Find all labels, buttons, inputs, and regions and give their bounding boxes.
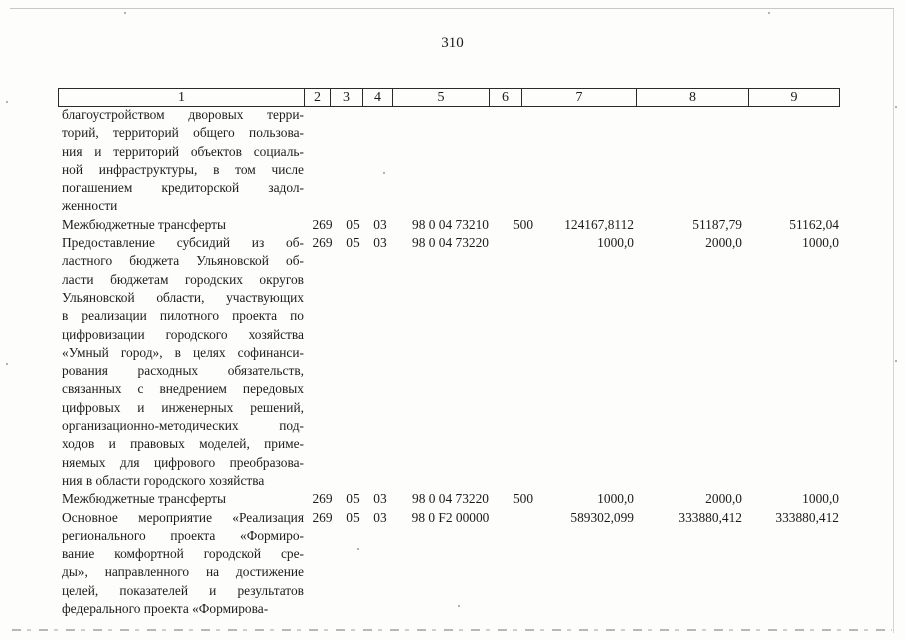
cell-c2: 269 xyxy=(312,235,333,251)
cell-c7: 1000,0 xyxy=(597,491,634,507)
row-name xyxy=(58,216,304,234)
cell-c7: 1000,0 xyxy=(597,235,634,251)
row-name-line: Межбюджетные трансферты xyxy=(62,216,226,232)
cell-c8: 2000,0 xyxy=(705,235,742,251)
cell-c4: 03 xyxy=(373,491,387,507)
scan-speck xyxy=(6,363,8,365)
row-name-line: регионального проекта «Формиро- xyxy=(62,527,304,543)
row-name-line: ластного бюджета Ульяновской об- xyxy=(62,253,304,269)
cell-c5: 98 0 04 73220 xyxy=(412,491,489,507)
header-col-4: 4 xyxy=(363,89,393,106)
row-name-line: ной инфраструктуры, в том числе xyxy=(62,161,304,177)
row-name-line: ды», направленного на достижение xyxy=(62,564,304,580)
cell-c5 xyxy=(395,106,506,216)
row-name-line: погашением кредиторской задол- xyxy=(62,180,304,196)
row-name-line: организационно-методических под- xyxy=(62,418,304,434)
header-col-5: 5 xyxy=(393,89,490,106)
cell-c3: 05 xyxy=(346,509,360,525)
cell-c6 xyxy=(506,509,540,619)
scan-speck xyxy=(895,106,897,108)
scan-speck xyxy=(768,12,770,14)
cell-c3: 05 xyxy=(346,235,360,251)
page-number: 310 xyxy=(441,35,464,51)
header-col-9: 9 xyxy=(790,90,798,105)
row-name-line: в реализации пилотного проекта по xyxy=(62,308,304,324)
row-name-line: благоустройством дворовых терри- xyxy=(62,107,304,122)
cell-c2 xyxy=(304,106,341,216)
cell-c9: 1000,0 xyxy=(802,491,839,507)
row-name-line: «Умный город», в целях софинанси- xyxy=(62,344,304,360)
row-name-line: вание комфортной городской сре- xyxy=(62,546,304,562)
table-header xyxy=(58,88,840,107)
cell-c7: 124167,8112 xyxy=(564,216,634,232)
scan-speck xyxy=(357,548,359,550)
header-col-8: 8 xyxy=(637,89,749,106)
table-row xyxy=(58,509,849,619)
header-col-6: 6 xyxy=(490,89,522,106)
row-name-line: ния в области городского хозяйства xyxy=(62,472,265,488)
scan-noise xyxy=(12,629,892,631)
cell-c6: 500 xyxy=(512,216,534,232)
cell-c4: 03 xyxy=(373,235,387,251)
table-row xyxy=(58,216,849,234)
row-name-line: Межбюджетные трансферты xyxy=(62,491,226,507)
table-row xyxy=(58,234,849,490)
header-col-1: 1 xyxy=(59,89,305,106)
row-name-line: рования расходных обязательств, xyxy=(62,363,304,379)
cell-c7: 589302,099 xyxy=(570,509,634,525)
cell-c7 xyxy=(540,106,650,216)
cell-c8: 51187,79 xyxy=(692,216,742,232)
scan-speck xyxy=(895,360,897,362)
row-name-line: связанных с внедрением передовых xyxy=(62,381,304,397)
cell-c6 xyxy=(506,234,540,490)
table-row xyxy=(58,106,849,216)
cell-c3: 05 xyxy=(346,491,360,507)
row-name-line: Ульяновской области, участвующих xyxy=(62,289,304,305)
scan-speck xyxy=(124,12,126,14)
header-col-3: 3 xyxy=(331,89,363,106)
row-name-line: женности xyxy=(62,198,118,214)
row-name-line: цифровизации городского хозяйства xyxy=(62,326,304,342)
cell-c9: 333880,412 xyxy=(775,509,839,525)
cell-c9 xyxy=(766,106,849,216)
cell-c5: 98 0 04 73220 xyxy=(412,235,489,251)
scan-speck xyxy=(6,101,8,103)
row-name xyxy=(58,490,304,508)
cell-c6: 500 xyxy=(512,491,534,507)
cell-c9: 51162,04 xyxy=(789,216,839,232)
row-name-line: целей, показателей и результатов xyxy=(62,582,304,598)
table-row xyxy=(58,490,849,508)
row-name-line: федерального проекта «Формирова- xyxy=(62,601,269,617)
row-name-line: Предоставление субсидий из об- xyxy=(62,235,304,251)
row-name xyxy=(58,106,304,216)
cell-c3 xyxy=(341,106,365,216)
row-name-line: ласти бюджетам городских округов xyxy=(62,271,304,287)
cell-c3: 05 xyxy=(346,216,360,232)
row-name-line: ния и территорий объектов социаль- xyxy=(62,143,304,159)
cell-c4: 03 xyxy=(373,509,387,525)
cell-c4: 03 xyxy=(373,216,387,232)
header-col-2: 2 xyxy=(305,89,331,106)
cell-c6 xyxy=(506,106,540,216)
scan-speck xyxy=(383,172,385,174)
row-name-line: Основное мероприятие «Реализация xyxy=(62,509,304,525)
scan-speck xyxy=(458,605,460,607)
cell-c4 xyxy=(365,106,395,216)
cell-c5: 98 0 04 73210 xyxy=(412,216,489,232)
cell-c2: 269 xyxy=(312,216,333,232)
row-name xyxy=(58,234,304,490)
cell-c8: 333880,412 xyxy=(678,509,742,525)
cell-c5: 98 0 F2 00000 xyxy=(411,509,490,525)
cell-c8 xyxy=(650,106,766,216)
cell-c2: 269 xyxy=(312,509,333,525)
table-body xyxy=(58,106,849,618)
header-col-7: 7 xyxy=(522,89,637,106)
cell-c9: 1000,0 xyxy=(802,235,839,251)
row-name-line: няемых для цифрового преобразова- xyxy=(62,454,304,470)
cell-c8: 2000,0 xyxy=(705,491,742,507)
row-name-line: торий, территорий общего пользова- xyxy=(62,125,304,141)
row-name xyxy=(58,509,304,619)
row-name-line: цифровых и инженерных решений, xyxy=(62,399,304,415)
row-name-line: ходов и правовых моделей, приме- xyxy=(62,436,304,452)
cell-c2: 269 xyxy=(312,491,333,507)
